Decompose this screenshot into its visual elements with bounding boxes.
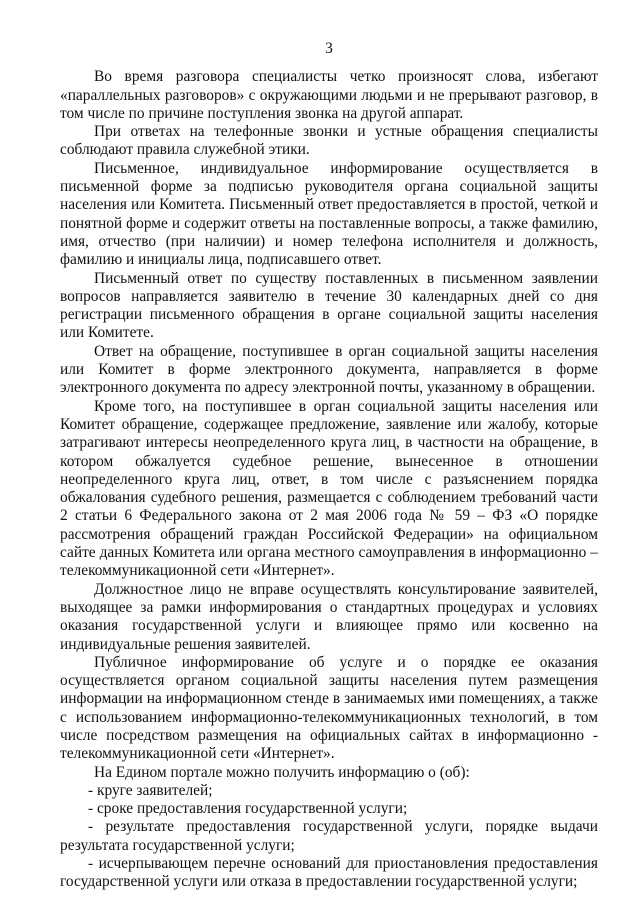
list-item: - сроке предоставления государственной услуги; <box>88 800 408 818</box>
document-page <box>60 40 598 892</box>
paragraph-public-informing: Публичное информирование об услуге и о порядке ее оказания осуществляется органом социальной защиты населения путем размещения информации на информационном стенде в занимаемых ими помещениях, а также с использованием информационно-телекоммуникационных технологий, в том числе посредством размещения на официальных сайтах в информационно - телекоммуникационной сети «Интернет». <box>60 653 598 763</box>
paragraph-written-answer-deadline: Письменный ответ по существу поставленных в письменном заявлении вопросов направляется заявителю в течение 30 календарных дней со дня регистрации письменного обращения в органе социальной защиты населения или Комитете. <box>60 269 598 342</box>
paragraph-phone-conversation: Во время разговора специалисты четко произносят слова, избегают «параллельных разговоров» с окружающими людьми и не прерывают разговор, в том числе по причине поступления звонка на другой аппарат. <box>60 68 598 122</box>
list-item: - круге заявителей; <box>88 781 213 799</box>
paragraph-written-informing: Письменное, индивидуальное информирование осуществляется в письменной форме за подписью руководителя органа социальной защиты населения или Комитета. Письменный ответ предоставляется в простой, четкой и понятной форме и содержит ответы на поставленные вопросы, а также фамилию, имя, отчество (при наличии) и номер телефона исполнителя и должность, фамилию и инициалы лица, подписавшего ответ. <box>60 159 598 269</box>
list-item: - результате предоставления государственной услуги, порядке выдачи результата государственной услуги; <box>60 818 598 854</box>
paragraph-service-ethics: При ответах на телефонные звонки и устные обращения специалисты соблюдают правила служебной этики. <box>60 123 598 159</box>
paragraph-unified-portal: На Едином портале можно получить информацию о (об): <box>94 763 470 781</box>
paragraph-electronic-answer: Ответ на обращение, поступившее в орган социальной защиты населения или Комитет в форме электронного документа, направляется в форме электронного документа по адресу электронной почты, указанному в обращении. <box>60 342 598 397</box>
page-number: 3 <box>325 40 333 57</box>
list-item: - исчерпывающем перечне оснований для приостановления предоставления государственной услуги или отказа в предоставлении государственной услуги; <box>60 855 598 891</box>
paragraph-public-interest-answer: Кроме того, на поступившее в орган социальной защиты населения или Комитет обращение, содержащее предложение, заявление или жалобу, которые затрагивают интересы неопределенного круга лиц, в частности на обращение, в котором обжалуется судебное решение, вынесенное в отношении неопределенного круга лиц, ответ, в том числе с разъяснением порядка обжалования судебного решения, размещается с соблюдением требований части 2 статьи 6 Федерального закона от 2 мая 2006 года № 59 – ФЗ «О порядке рассмотрения обращений граждан Российской Федерации» на официальном сайте данных Комитета или органа местного самоуправления в информационно – телекоммуникационной сети «Интернет». <box>60 397 598 580</box>
paragraph-official-restriction: Должностное лицо не вправе осуществлять консультирование заявителей, выходящее за рамки информирования о стандартных процедурах и условиях оказания государственной услуги и влияющее прямо или косвенно на индивидуальные решения заявителей. <box>60 580 598 653</box>
